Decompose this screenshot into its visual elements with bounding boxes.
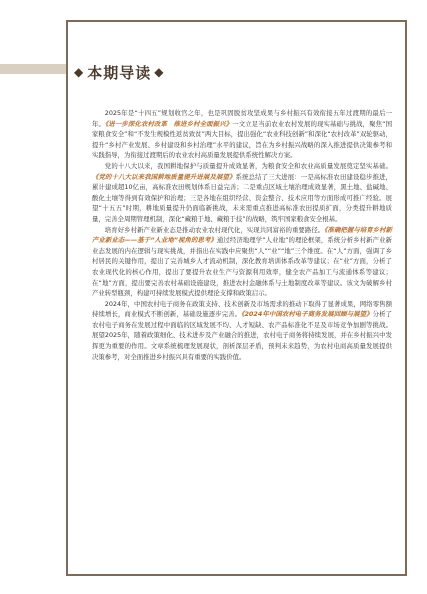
paragraph-text: 系统总结了三大进展：一是高标准农田建设稳步推进，累计建成超10亿亩，高标准农田规划体系日益完善；二是重点区域土壤治理成效显著，黑土地、盐碱地、酸化土壤等得到有效保护和治理；三是各地在组织经营、资金整合、技术应用等方面形成可推广经验。展望“十五五”时期，耕地质量提升仍面临新挑战，未来需重点推进高标准农田提质扩面，分类提升耕地质量，完善全周期管理机制，深化“藏粮于地、藏粮于技”的战略，筑牢国家粮食安全根基。 bbox=[92, 172, 393, 223]
paragraph-text: 培育好乡村新产业新业态是推动农业农村现代化，实现共同富裕的重要路径。 bbox=[104, 225, 325, 234]
diamond-left-icon: ◆ bbox=[74, 65, 85, 79]
article-body bbox=[92, 108, 392, 362]
paragraph-3 bbox=[92, 225, 392, 299]
paragraph-1 bbox=[92, 108, 392, 161]
article-title-link: 《进一步深化农村改革 推进乡村全面振兴》 bbox=[105, 119, 233, 128]
paragraph-text: 2024年，中国农村电子商务在政策支持、技术创新及市场需求的推动下取得了显著成果，网络零售额持续增长，商业模式不断创新，基础设施逐步完善。 bbox=[92, 299, 392, 319]
article-title-link: 《党的十八大以来我国耕地质量提升进展及展望》 bbox=[92, 172, 236, 181]
diamond-right-icon: ◆ bbox=[154, 65, 165, 79]
paragraph-4 bbox=[92, 299, 392, 363]
paragraph-text: 2025年是“十四五”规划收官之年，也是巩固脱贫攻坚成果与乡村振兴有效衔接五年过渡期的最后一年。 bbox=[92, 109, 392, 128]
paragraph-text: 通过经济地理学“人业地”的理论框架，系统分析乡村新产业新业态发展的内在逻辑与现实挑战，并指出在实践中应聚焦“人”“业”“地”三个维度。在“人”方面，强调了乡村居民的关键作用，提出了完善城乡人才流动机制，深化教育培训体系改革等建议；在“业”方面，分析了农业现代化的核心作用，提出了要提升农业生产与资源利用效率，健全农产品加工与流通体系等建议；在“地”方面，提出要完善农村基础设施建设，推进农村金融体系与土地制度改革等建议。该文为破解乡村产业转型瓶颈，构建可持续发展模式提供理论支撑和政策启示。 bbox=[92, 236, 393, 298]
paragraph-text: 分析了农村电子商务在发展过程中面临的区域发展不均、人才短缺、农产品标准化不足及市场竞争加剧等挑战。展望2025年，随着政策细化、技术进步及产业融合的推进，农村电子商务将持续发展，并在乡村振兴中发挥更为重要的作用。文章系统梳理发展现状，剖析深层矛盾，预判未来趋势，为农村电商高质量发展提供决策参考，对全面推进乡村振兴具有重要的实践价值。 bbox=[92, 310, 393, 361]
decorative-strip bbox=[0, 64, 66, 74]
paragraph-2 bbox=[92, 161, 392, 225]
article-title-link: 《2024年中国农村电子商务发展回顾与展望》 bbox=[241, 310, 373, 319]
section-title-text: 本期导读 bbox=[87, 63, 152, 82]
paragraph-text: 党的十八大以来，我国耕地保护与质量提升成效显著，为粮食安全和农业高质量发展奠定坚实基础。 bbox=[104, 161, 392, 170]
article-title-link: 《准确把握与培育乡村新产业新业态——基于“人业地”视角的思考》 bbox=[92, 225, 392, 245]
section-title bbox=[74, 60, 170, 84]
paragraph-text: 一文立足当前农业农村发展的现实基础与挑战，聚焦“国家粮食安全”和“不发生规模性返贫致贫”两大目标，提出强化“农业科技创新”和深化“农村改革”双轮驱动，提升“乡村产业发展、乡村建设和乡村治理”水平的建议，旨在为乡村振兴战略的深入推进提供决策参考和实践指导，为衔接过渡期后的农业农村高质量发展提供系统性解决方案。 bbox=[92, 119, 393, 160]
